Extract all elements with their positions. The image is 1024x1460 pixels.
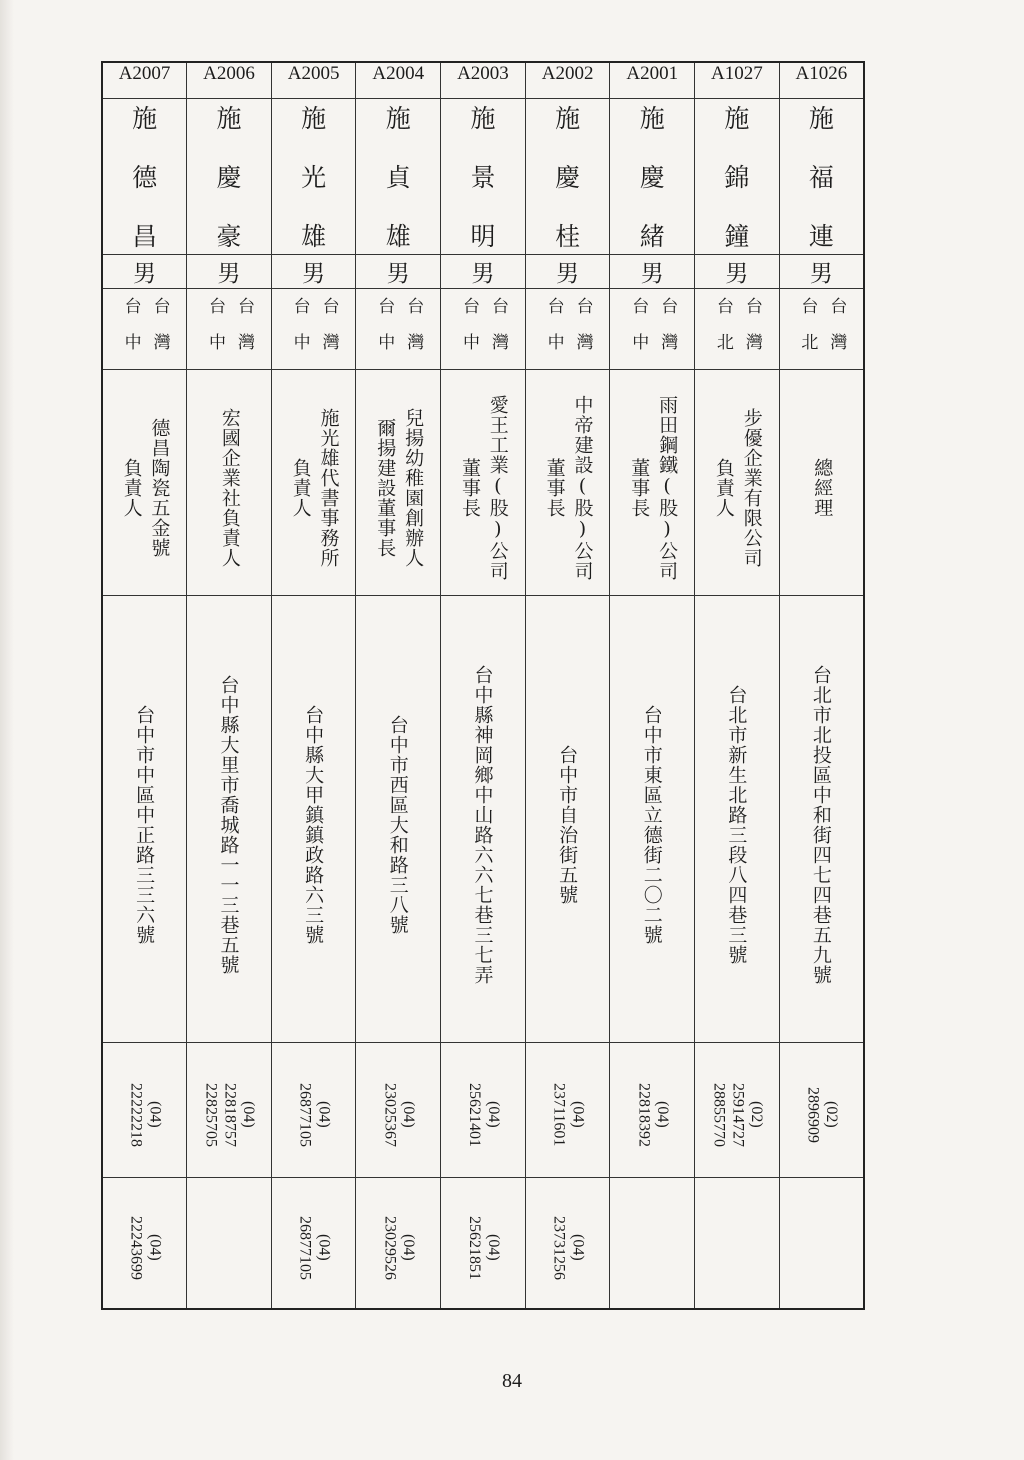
origin-text-line: 台中: [289, 296, 310, 369]
member-origin: [271, 288, 356, 369]
member-origin: [525, 288, 610, 369]
member-address: [779, 595, 864, 1042]
origin-text-line: 台中: [204, 296, 225, 369]
office-phone-text-line: (04): [240, 1101, 258, 1128]
home-phone-text: [526, 1178, 610, 1309]
origin-text-line: 台灣: [318, 296, 339, 369]
record-id: A2001: [610, 62, 695, 98]
title-text-line: 施光雄代書事務所: [317, 408, 340, 568]
office-phone: [441, 1042, 526, 1177]
home-phone: [695, 1177, 780, 1309]
member-name-chars: [272, 99, 356, 251]
gender-row: [102, 254, 864, 288]
title-text-line: 雨田鋼鐵(股)公司: [656, 395, 679, 581]
office-phone-text-line: (04): [400, 1101, 418, 1128]
home-phone: [610, 1177, 695, 1309]
home-phone-text: [695, 1178, 779, 1309]
member-address: [441, 595, 526, 1042]
title-text: [441, 370, 525, 595]
office-phone: [695, 1042, 780, 1177]
home-phone-row: [102, 1177, 864, 1309]
record-id: A2004: [356, 62, 441, 98]
home-phone-text-line: 23731256: [550, 1215, 568, 1280]
office-phone-text-line: 23025367: [381, 1082, 399, 1147]
office-phone-text: [610, 1043, 694, 1177]
member-name: [525, 98, 610, 254]
office-phone-text-line: 25914727: [729, 1082, 747, 1147]
office-phone: [102, 1042, 187, 1177]
title-text: [272, 370, 356, 595]
office-phone-text-line: 22818757: [221, 1082, 239, 1147]
title-text-line: 宏國企業社負責人: [218, 408, 241, 568]
home-phone-text: [610, 1178, 694, 1309]
address-text: [272, 596, 356, 1042]
member-name-char: 施: [724, 103, 750, 133]
member-name-char: 慶: [555, 162, 581, 192]
title-text-line: 董事長: [458, 458, 481, 518]
member-origin: [187, 288, 272, 369]
member-name-char: 施: [639, 103, 665, 133]
member-origin: [102, 288, 187, 369]
address-text: [780, 596, 863, 1042]
home-phone: [102, 1177, 187, 1309]
office-phone: [610, 1042, 695, 1177]
origin-text: [610, 289, 694, 369]
office-phone-text-line: 22825705: [202, 1082, 220, 1147]
address-text: [610, 596, 694, 1042]
member-name-char: 桂: [555, 221, 581, 251]
origin-text: [103, 289, 186, 369]
office-phone-text-line: (02): [823, 1101, 841, 1128]
origin-text-line: 台中: [120, 296, 141, 369]
member-name-char: 慶: [216, 162, 242, 192]
member-name-char: 施: [132, 103, 158, 133]
member-name-char: 明: [470, 221, 496, 251]
home-phone-text-line: 22243699: [127, 1215, 145, 1280]
office-phone-row: [102, 1042, 864, 1177]
member-roster-table: [101, 61, 865, 1310]
title-text-line: 負責人: [712, 458, 735, 518]
office-phone-text-line: 2896909: [804, 1086, 822, 1143]
member-name-char: 施: [470, 103, 496, 133]
member-origin: [695, 288, 780, 369]
origin-text: [780, 289, 863, 369]
member-name-chars: [441, 99, 525, 251]
member-name: [271, 98, 356, 254]
name-row: [102, 98, 864, 254]
home-phone-text-line: (04): [484, 1234, 502, 1262]
member-address: [187, 595, 272, 1042]
home-phone-text-line: 26877105: [296, 1215, 314, 1280]
title-text-line: 負責人: [120, 458, 143, 518]
member-gender: 男: [610, 254, 695, 288]
origin-text-line: 台灣: [826, 296, 847, 369]
address-text: [103, 596, 186, 1042]
member-gender: 男: [695, 254, 780, 288]
origin-text-line: 台中: [458, 296, 479, 369]
member-title: [610, 369, 695, 595]
record-id: A2007: [102, 62, 187, 98]
office-phone-text-line: 28855770: [710, 1082, 728, 1147]
member-origin: [356, 288, 441, 369]
home-phone-text: [103, 1178, 186, 1309]
origin-text: [441, 289, 525, 369]
member-address: [102, 595, 187, 1042]
origin-text-line: 台灣: [487, 296, 508, 369]
member-name-chars: [695, 99, 779, 251]
office-phone: [356, 1042, 441, 1177]
member-name-char: 鐘: [724, 221, 750, 251]
title-text-line: 爾揚建設董事長: [374, 418, 397, 558]
member-title: [187, 369, 272, 595]
title-text-line: 兒揚幼稚園創辦人: [402, 408, 425, 568]
origin-text-line: 台灣: [657, 296, 678, 369]
member-name: [356, 98, 441, 254]
member-address: [271, 595, 356, 1042]
home-phone-text-line: (04): [569, 1234, 587, 1262]
office-phone-text-line: (02): [748, 1101, 766, 1128]
member-name-chars: [610, 99, 694, 251]
member-origin: [779, 288, 864, 369]
title-text-line: 負責人: [289, 458, 312, 518]
member-name: [695, 98, 780, 254]
origin-text-line: 台中: [543, 296, 564, 369]
home-phone: [525, 1177, 610, 1309]
home-phone-text-line: 23029526: [381, 1215, 399, 1280]
title-text-line: 中帝建設(股)公司: [571, 395, 594, 581]
member-gender: 男: [271, 254, 356, 288]
office-phone-text-line: 22818392: [635, 1082, 653, 1147]
title-text-line: 董事長: [543, 458, 566, 518]
member-gender: 男: [356, 254, 441, 288]
address-line: 台中縣神岡鄉中山路六六七巷三七弄: [471, 664, 494, 985]
member-gender: 男: [441, 254, 526, 288]
member-name-char: 施: [555, 103, 581, 133]
origin-text-line: 台北: [797, 296, 818, 369]
member-title: [356, 369, 441, 595]
address-text: [526, 596, 610, 1042]
member-gender: 男: [187, 254, 272, 288]
home-phone-text: [780, 1178, 863, 1309]
office-phone-text-line: 22222218: [127, 1082, 145, 1147]
page-number: 84: [502, 1370, 522, 1392]
title-text: [695, 370, 779, 595]
title-text-line: 德昌陶瓷五金號: [148, 418, 171, 558]
member-name-char: 景: [470, 162, 496, 192]
address-line: 台中市東區立德街二〇二號: [640, 704, 663, 945]
member-name-chars: [103, 99, 186, 251]
office-phone-text: [695, 1043, 779, 1177]
home-phone: [271, 1177, 356, 1309]
office-phone: [187, 1042, 272, 1177]
member-name: [187, 98, 272, 254]
member-origin: [610, 288, 695, 369]
member-name-char: 昌: [132, 221, 158, 251]
home-phone: [356, 1177, 441, 1309]
office-phone-text-line: (04): [146, 1101, 164, 1128]
title-text: [526, 370, 610, 595]
office-phone-text-line: (04): [654, 1101, 672, 1128]
origin-text: [695, 289, 779, 369]
title-text: [103, 370, 186, 595]
office-phone-text: [187, 1043, 271, 1177]
id-row: [102, 62, 864, 98]
address-text: [441, 596, 525, 1042]
origin-text-line: 台中: [628, 296, 649, 369]
member-name-char: 慶: [639, 162, 665, 192]
member-name-char: 光: [301, 162, 327, 192]
member-name-chars: [526, 99, 610, 251]
address-line: 台中縣大甲鎮鎮政路六三號: [302, 704, 325, 945]
member-name-char: 緒: [639, 221, 665, 251]
member-name-char: 雄: [301, 221, 327, 251]
office-phone-text: [356, 1043, 440, 1177]
member-name-char: 貞: [385, 162, 411, 192]
member-gender: 男: [102, 254, 187, 288]
home-phone: [187, 1177, 272, 1309]
member-name: [779, 98, 864, 254]
origin-text: [526, 289, 610, 369]
page-edge: [0, 0, 14, 1460]
title-text: [780, 370, 863, 595]
origin-row: [102, 288, 864, 369]
address-line: 台中市中區中正路三三六號: [133, 704, 156, 945]
member-title: [102, 369, 187, 595]
member-name-char: 錦: [724, 162, 750, 192]
title-text: [610, 370, 694, 595]
origin-text-line: 台中: [374, 296, 395, 369]
office-phone-text-line: (04): [315, 1101, 333, 1128]
office-phone-text: [441, 1043, 525, 1177]
address-line: 台北市北投區中和街四七四巷五九號: [809, 664, 832, 985]
home-phone-text: [356, 1178, 440, 1309]
member-origin: [441, 288, 526, 369]
member-name-char: 施: [385, 103, 411, 133]
home-phone-text: [272, 1178, 356, 1309]
record-id: A2002: [525, 62, 610, 98]
member-title: [779, 369, 864, 595]
title-text-line: 董事長: [628, 458, 651, 518]
origin-text: [187, 289, 271, 369]
home-phone: [779, 1177, 864, 1309]
address-line: 台中市西區大和路三八號: [386, 714, 409, 935]
title-row: [102, 369, 864, 595]
member-address: [356, 595, 441, 1042]
home-phone-text-line: (04): [400, 1234, 418, 1262]
member-name-char: 豪: [216, 221, 242, 251]
record-id: A2003: [441, 62, 526, 98]
member-gender: 男: [779, 254, 864, 288]
home-phone: [441, 1177, 526, 1309]
member-title: [695, 369, 780, 595]
title-text-line: 愛王工業(股)公司: [486, 395, 509, 581]
member-name-chars: [780, 99, 863, 251]
member-address: [695, 595, 780, 1042]
member-name-chars: [356, 99, 440, 251]
address-text: [356, 596, 440, 1042]
origin-text: [272, 289, 356, 369]
record-id: A2005: [271, 62, 356, 98]
member-name-char: 施: [808, 103, 834, 133]
office-phone-text: [103, 1043, 186, 1177]
record-id: A2006: [187, 62, 272, 98]
origin-text-line: 台灣: [149, 296, 170, 369]
member-name-char: 福: [808, 162, 834, 192]
origin-text-line: 台灣: [741, 296, 762, 369]
member-name-char: 雄: [385, 221, 411, 251]
address-row: [102, 595, 864, 1042]
member-gender: 男: [525, 254, 610, 288]
address-line: 台中市自治街五號: [556, 744, 579, 905]
address-text: [187, 596, 271, 1042]
home-phone-text-line: 25621851: [465, 1215, 483, 1280]
office-phone-text-line: 26877105: [296, 1082, 314, 1147]
address-line: 台中縣大里市喬城路一一三巷五號: [217, 674, 240, 975]
office-phone-text-line: (04): [484, 1101, 502, 1128]
member-name-char: 連: [808, 221, 834, 251]
address-text: [695, 596, 779, 1042]
home-phone-text-line: (04): [315, 1234, 333, 1262]
origin-text-line: 台北: [712, 296, 733, 369]
office-phone-text-line: 23711601: [550, 1082, 568, 1147]
member-name-chars: [187, 99, 271, 251]
office-phone-text: [780, 1043, 863, 1177]
member-name: [610, 98, 695, 254]
office-phone: [525, 1042, 610, 1177]
office-phone-text: [526, 1043, 610, 1177]
office-phone-text: [272, 1043, 356, 1177]
office-phone-text-line: (04): [569, 1101, 587, 1128]
member-name-char: 德: [132, 162, 158, 192]
member-name: [102, 98, 187, 254]
home-phone-text: [441, 1178, 525, 1309]
title-text: [356, 370, 440, 595]
record-id: A1027: [695, 62, 780, 98]
home-phone-text-line: (04): [146, 1234, 164, 1262]
origin-text-line: 台灣: [572, 296, 593, 369]
office-phone-text-line: 25621401: [465, 1082, 483, 1147]
origin-text-line: 台灣: [403, 296, 424, 369]
origin-text: [356, 289, 440, 369]
member-address: [610, 595, 695, 1042]
member-name-char: 施: [216, 103, 242, 133]
member-title: [441, 369, 526, 595]
title-text-line: 步優企業有限公司: [740, 408, 763, 568]
member-title: [271, 369, 356, 595]
record-id: A1026: [779, 62, 864, 98]
office-phone: [779, 1042, 864, 1177]
member-name: [441, 98, 526, 254]
member-address: [525, 595, 610, 1042]
title-text: [187, 370, 271, 595]
origin-text-line: 台灣: [233, 296, 254, 369]
office-phone: [271, 1042, 356, 1177]
home-phone-text: [187, 1178, 271, 1309]
member-title: [525, 369, 610, 595]
address-line: 台北市新生北路三段八四巷三號: [725, 684, 748, 965]
title-text-line: 總經理: [811, 458, 834, 518]
member-name-char: 施: [301, 103, 327, 133]
